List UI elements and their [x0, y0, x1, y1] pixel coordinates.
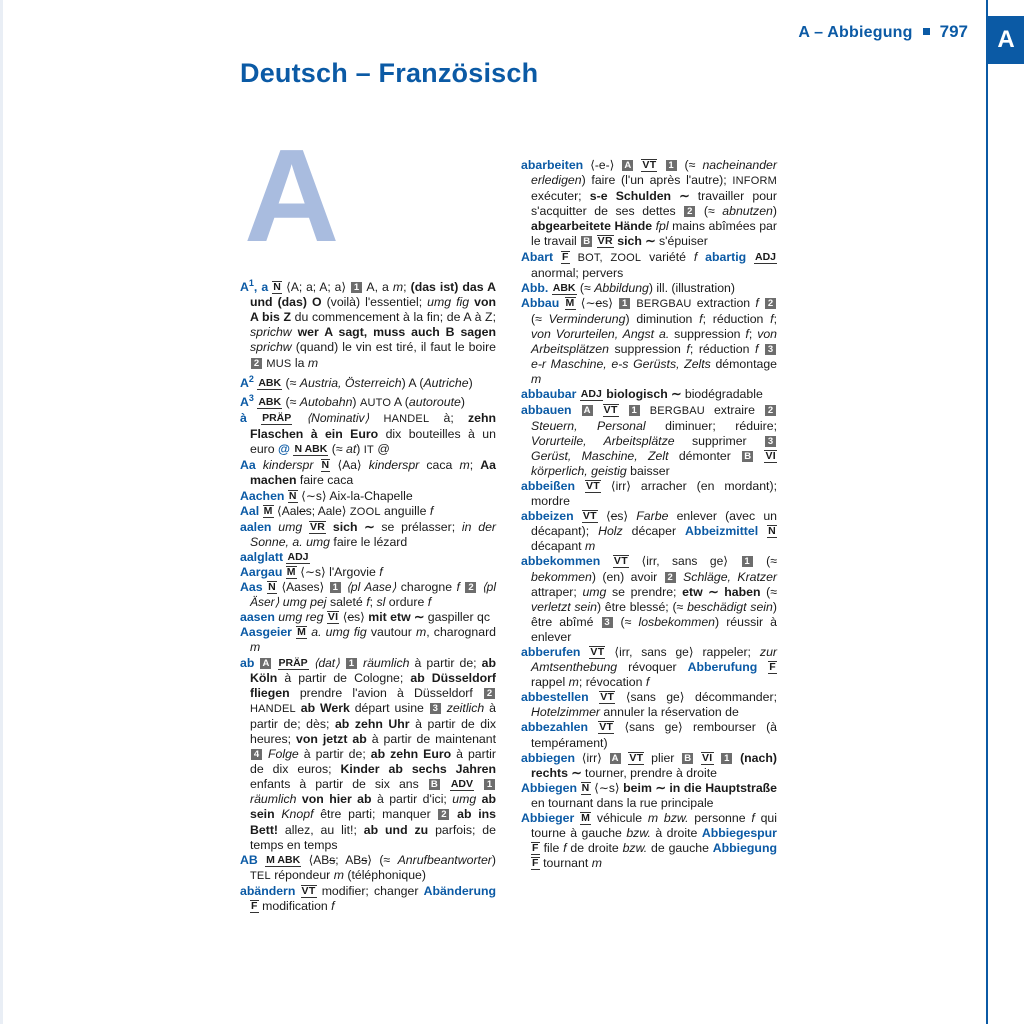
- entry-Aal: Aal M ⟨Aales; Aale⟩ ZOOL anguille f: [240, 503, 434, 518]
- entry-abbestellen: abbestellen VT ⟨sans ge⟩ décommander; Hotelzimmer annuler la réservation de: [521, 690, 777, 720]
- square-marker-icon: [923, 28, 930, 35]
- column-right: [521, 158, 777, 871]
- page-number: 797: [939, 22, 968, 41]
- entry-a-grave: à PRÄP ⟨Nominativ⟩ HANDEL à; zehn Flaschen à ein Euro dix bouteilles à un euro @ N ABK (≈ at) IT @: [240, 411, 497, 457]
- entry-AB: AB M ABK ⟨ABs; ABs⟩ (≈ Anrufbeantworter) TEL répondeur m (téléphonique): [240, 852, 497, 882]
- page-edge: [0, 0, 3, 1024]
- entry-A3: $A^3$ ABK (≈ Autobahn) AUTO A (autoroute): [240, 392, 465, 409]
- entry-aalen: aalen umg VR sich ∼ se prélasser; in der Sonne, a. umg faire le lézard: [240, 519, 497, 549]
- decorative-letter: A: [244, 122, 340, 269]
- entry-abbeizen: abbeizen VT ⟨es⟩ Farbe enlever (avec un décapant); Holz décaper Abbeizmittel N décapant m: [521, 509, 778, 554]
- entry-Abbau: Abbau M ⟨∼es⟩ 1 BERGBAU extraction f 2 (≈ Verminderung) diminution f; réduction f; von Vorurteilen, Angst a. suppression f; von Arbeitsplätzen suppression f; réduction f 3 e-r Maschine, e-s Gerüsts, Zelts démontage m: [521, 295, 778, 387]
- entry-aasen: aasen umg reg VI ⟨es⟩ mit etw ∼ gaspiller qc: [240, 610, 490, 625]
- column-left: [240, 158, 496, 914]
- entry-Abbiegen: Abbiegen N ⟨∼s⟩ beim ∼ in die Hauptstraße en tournant dans la rue principale: [521, 780, 778, 810]
- entry-Aargau: Aargau M ⟨∼s⟩ l'Argovie f: [240, 564, 383, 579]
- thumb-index-letter: A: [988, 16, 1024, 64]
- entry-Aa: Aa kinderspr N ⟨Aa⟩ kinderspr caca m; Aa machen faire caca: [240, 458, 496, 488]
- entry-aalglatt: aalglatt ADJ: [240, 549, 309, 564]
- entry-abaendern: abändern VT modifier; changer Abänderung F modification f: [240, 883, 496, 914]
- page-title: Deutsch – Französisch: [240, 58, 539, 88]
- entry-abbeissen: abbeißen VT ⟨irr⟩ arracher (en mordant); mordre: [521, 478, 777, 509]
- entry-Abart: Abart F BOT, ZOOL variété f abartig ADJ anormal; pervers: [521, 249, 777, 280]
- entry-Aachen: Aachen N ⟨∼s⟩ Aix-la-Chapelle: [240, 488, 413, 503]
- entry-abbekommen: abbekommen VT ⟨irr, sans ge⟩ 1 (≈ bekommen) (en) avoir 2 Schläge, Kratzer attraper; umg se prendre; etw ∼ haben (≈ verletzt sein) être blessé; (≈ beschädigt sein) être abîmé 3 (≈ losbekommen) réussir à enlever: [521, 554, 778, 644]
- text-columns: [240, 158, 780, 988]
- entry-abbiegen: abbiegen ⟨irr⟩ A VT plier B VI 1 (nach) rechts ∼ tourner, prendre à droite: [521, 750, 777, 780]
- entry-ab: ab A PRÄP ⟨dat⟩ 1 räumlich à partir de; ab Köln à partir de Cologne; ab Düsseldorf fliegen prendre l'avion à Düsseldorf 2 HANDEL ab Werk départ usine 3 zeitlich à partir de; dès; ab zehn Uhr à partir de dix heures; von jetzt ab à partir de maintenant 4 Folge à partir de; ab zehn Euro à partir de dix euros; Kinder ab sechs Jahren enfants à partir de six ans B ADV 1 räumlich von hier ab à partir d'ici; umg ab sein Knopf être parti; manquer 2 ab ins Bett! allez, au lit!; ab und zu parfois; de temps en temps: [240, 655, 497, 852]
- entry-Aasgeier: Aasgeier M a. umg fig vautour m, charognard m: [240, 625, 497, 655]
- entry-Abb: Abb. ABK (≈ Abbildung) ill. (illustration): [521, 280, 735, 295]
- entry-abbaubar: abbaubar ADJ biologisch ∼ biodégradable: [521, 387, 763, 402]
- entry-abberufen: abberufen VT ⟨irr, sans ge⟩ rappeler; zur Amtsenthebung révoquer Abberufung F rappel m; révocation f: [521, 645, 778, 690]
- entry-A1: $A^1$, a N ⟨A; a; A; a⟩ 1 A, a m; (das ist) das A und (das) O (voilà) l'essentiel; umg fig von A bis Z du commencement à la fin; de A à Z; sprichw wer A sagt, muss auch B sagen sprichw (quand) le vin est tiré, il faut le boire 2 MUS la m: [240, 278, 497, 370]
- running-header: [0, 22, 968, 42]
- entry-abbezahlen: abbezahlen VT ⟨sans ge⟩ rembourser (à tempérament): [521, 720, 778, 750]
- entry-abarbeiten: abarbeiten ⟨-e-⟩ A VT 1 (≈ nacheinander erledigen) faire (l'un après l'autre); INFORM exécuter; s-e Schulden ∼ travailler pour s'acquitter de ses dettes 2 (≈ abnutzen) abgearbeitete Hände fpl mains abîmées par le travail B VR sich ∼ s'épuiser: [521, 158, 777, 249]
- entry-A2: $A^2$ ABK (≈ Austria, Österreich) A (Autriche): [240, 373, 473, 390]
- entry-Abbieger: Abbieger M véhicule m bzw. personne f qui tourne à gauche bzw. à droite Abbiegespur F file f de droite bzw. de gauche Abbiegung F tournant m: [521, 811, 777, 871]
- header-range: A – Abbiegung: [798, 24, 913, 41]
- entry-abbauen: abbauen A VT 1 BERGBAU extraire 2 Steuern, Personal diminuer; réduire; Vorurteile, Arbeitsplätze supprimer 3 Gerüst, Maschine, Zelt démonter B VI körperlich, geistig baisser: [521, 402, 777, 478]
- entry-Aas: Aas N ⟨Aases⟩ 1 ⟨pl Aase⟩ charogne f 2 ⟨pl Äser⟩ umg pej saleté f; sl ordure f: [240, 580, 497, 610]
- thumb-index-band: [988, 0, 1024, 1024]
